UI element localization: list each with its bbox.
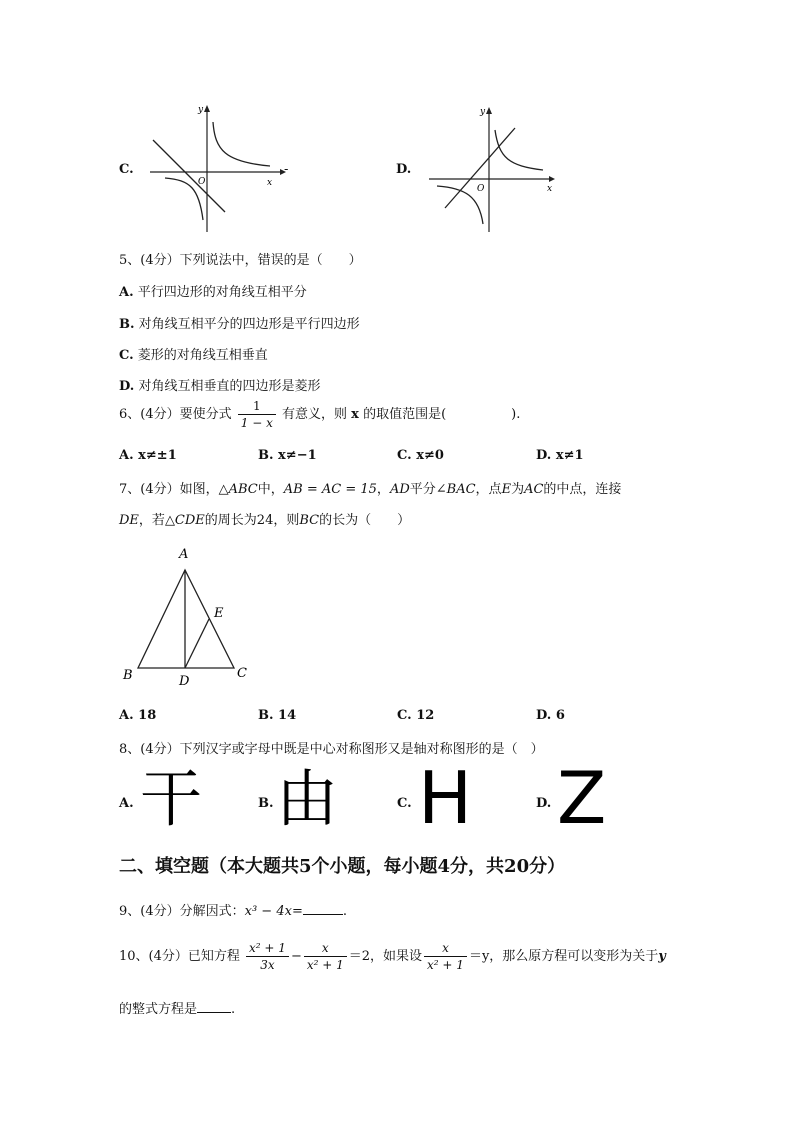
option-text: 平行四边形的对角线互相平分 (137, 285, 307, 300)
graph-c-y-label: y (198, 105, 204, 115)
option-text: x≠1 (555, 448, 584, 463)
option-label: C. (119, 348, 134, 363)
option-label: D. (119, 379, 135, 394)
graph-d-x-label: x (547, 184, 553, 194)
question-5-option-c (119, 344, 268, 363)
fraction-numerator: 1 (238, 398, 276, 415)
math-segment: △CDE (164, 513, 205, 528)
option-text: 14 (278, 708, 297, 723)
point-d-label: D (179, 674, 190, 689)
option-text: 12 (416, 708, 435, 723)
question-5-option-d (119, 375, 321, 394)
option-label: A. (119, 285, 134, 300)
glyph-gan: 干 (140, 762, 203, 835)
minus-sign: − (290, 949, 302, 964)
point-e-label: E (214, 606, 224, 621)
question-8-option-c-label: C. (397, 796, 412, 811)
option-text: 菱形的对角线互相垂直 (137, 348, 268, 363)
question-7-line-1 (119, 478, 621, 497)
text-segment: ，点 (475, 482, 502, 497)
triangle-figure (118, 540, 263, 690)
graph-d-x-arrow (549, 176, 555, 182)
question-9-answer-blank[interactable] (303, 902, 343, 915)
question-10-line2-text: 的整式方程是 (119, 1002, 198, 1017)
text-segment: ， (376, 482, 390, 497)
fraction-3 (424, 940, 467, 973)
option-label: C. (397, 448, 412, 463)
question-9-end: . (342, 904, 347, 919)
point-a-label: A (179, 547, 189, 562)
option-text: 6 (555, 708, 565, 723)
option-label: B. (258, 708, 274, 723)
question-6-suffix: 的取值范围是( ). (363, 407, 521, 422)
glyph-z: Z (557, 756, 607, 840)
fraction-numerator: x (304, 940, 347, 957)
text-segment: 中， (257, 482, 284, 497)
question-10-mid: ＝2，如果设 (348, 949, 423, 964)
graph-d-y-arrow (486, 107, 492, 114)
question-10-end: . (231, 1002, 236, 1017)
point-c-label: C (237, 666, 247, 681)
text-segment: 7、(4分）如图， (119, 482, 219, 497)
graph-d-y-label: y (480, 107, 486, 117)
question-9-equals: = (291, 904, 303, 919)
graph-c-origin: O (198, 177, 206, 187)
fraction-denominator: 1 − x (240, 416, 273, 430)
question-7-option-d (536, 708, 565, 723)
question-10-after: ＝y，那么原方程可以变形为关于 (468, 949, 659, 964)
option-text: x≠0 (416, 448, 444, 463)
graph-c-y-arrow (204, 105, 210, 112)
question-6-option-b (258, 448, 317, 463)
fraction-1-over-1-minus-x (238, 398, 276, 431)
question-6-option-c (397, 448, 444, 463)
option-label: A. (119, 448, 134, 463)
option-label: A. (119, 708, 134, 723)
question-6-var: x (351, 407, 359, 422)
option-label: B. (119, 317, 135, 332)
math-segment: ∠BAC (435, 482, 476, 497)
math-segment: E (501, 482, 512, 497)
graph-c (145, 100, 295, 235)
option-label: C. (397, 708, 412, 723)
question-10-var-y: y (658, 949, 666, 964)
question-7-line-2 (119, 509, 410, 528)
math-segment: BC (299, 513, 320, 528)
question-9-expr: x³ − 4x (244, 904, 292, 919)
question-9-prefix: 9、(4分）分解因式： (119, 904, 245, 919)
question-7-option-a (119, 708, 156, 723)
option-label: D. (536, 448, 552, 463)
fraction-numerator: x² + 1 (246, 940, 289, 957)
section-2-title: 二、填空题（本大题共5个小题，每小题4分，共20分） (119, 856, 566, 877)
question-6-option-a (119, 448, 177, 463)
option-text: 18 (138, 708, 157, 723)
question-5-option-a (119, 281, 307, 300)
option-text: x≠−1 (278, 448, 317, 463)
math-segment: DE (119, 513, 139, 528)
question-10-line-1 (119, 940, 666, 973)
graph-c-dash: - (284, 162, 289, 177)
fraction-numerator: x (424, 940, 467, 957)
text-segment: 平分 (409, 482, 436, 497)
question-10-answer-blank[interactable] (197, 1000, 231, 1013)
question-10-prefix: 10、(4分）已知方程 (119, 949, 240, 964)
question-8-option-d-label: D. (536, 796, 552, 811)
text-segment: 的周长为24，则 (204, 513, 300, 528)
question-7-option-c (397, 708, 434, 723)
graph-d (425, 100, 565, 235)
text-segment: ，若 (138, 513, 165, 528)
text-segment: 的长为（ ） (319, 513, 411, 528)
option-c-label: C. (119, 162, 134, 177)
math-segment: △ABC (218, 482, 258, 497)
graph-d-hyperbola-branch1 (495, 130, 543, 170)
question-8-option-b-label: B. (258, 796, 274, 811)
question-5-stem: 5、(4分）下列说法中，错误的是（ ） (119, 253, 362, 268)
question-6-mid: 有意义，则 (282, 407, 348, 422)
fraction-denominator: 3x (260, 958, 275, 972)
option-text: 对角线互相平分的四边形是平行四边形 (138, 317, 360, 332)
glyph-h: H (418, 756, 473, 840)
text-segment: 的中点，连接 (543, 482, 622, 497)
glyph-you: 由 (276, 762, 339, 835)
option-label: D. (536, 708, 552, 723)
question-6-option-d (536, 448, 584, 463)
option-d-label: D. (396, 162, 412, 177)
fraction-2 (304, 940, 347, 973)
fraction-1 (246, 940, 289, 973)
option-text: 对角线互相垂直的四边形是菱形 (138, 379, 321, 394)
question-6-prefix: 6、(4分）要使分式 (119, 407, 232, 422)
question-6-stem (119, 398, 520, 431)
text-segment: 为 (511, 482, 525, 497)
graph-d-origin: O (477, 184, 485, 194)
math-segment: AC (524, 482, 544, 497)
math-segment: AD (389, 482, 410, 497)
graph-c-hyperbola-branch1 (213, 122, 270, 166)
option-text: x≠±1 (138, 448, 177, 463)
graph-c-line (153, 140, 225, 212)
math-segment: AB = AC = 15 (283, 482, 377, 497)
point-b-label: B (123, 668, 133, 683)
question-8-stem: 8、(4分）下列汉字或字母中既是中心对称图形又是轴对称图形的是（ ） (119, 742, 544, 757)
graph-c-x-label: x (267, 178, 273, 188)
option-label: B. (258, 448, 274, 463)
question-9 (119, 900, 347, 919)
question-10-line-2 (119, 998, 235, 1017)
segment-de (185, 619, 209, 668)
question-5-option-b (119, 313, 360, 332)
question-7-option-b (258, 708, 296, 723)
graph-d-line (445, 128, 515, 208)
fraction-denominator: x² + 1 (306, 958, 344, 972)
question-8-option-a-label: A. (119, 796, 134, 811)
fraction-denominator: x² + 1 (427, 958, 464, 972)
